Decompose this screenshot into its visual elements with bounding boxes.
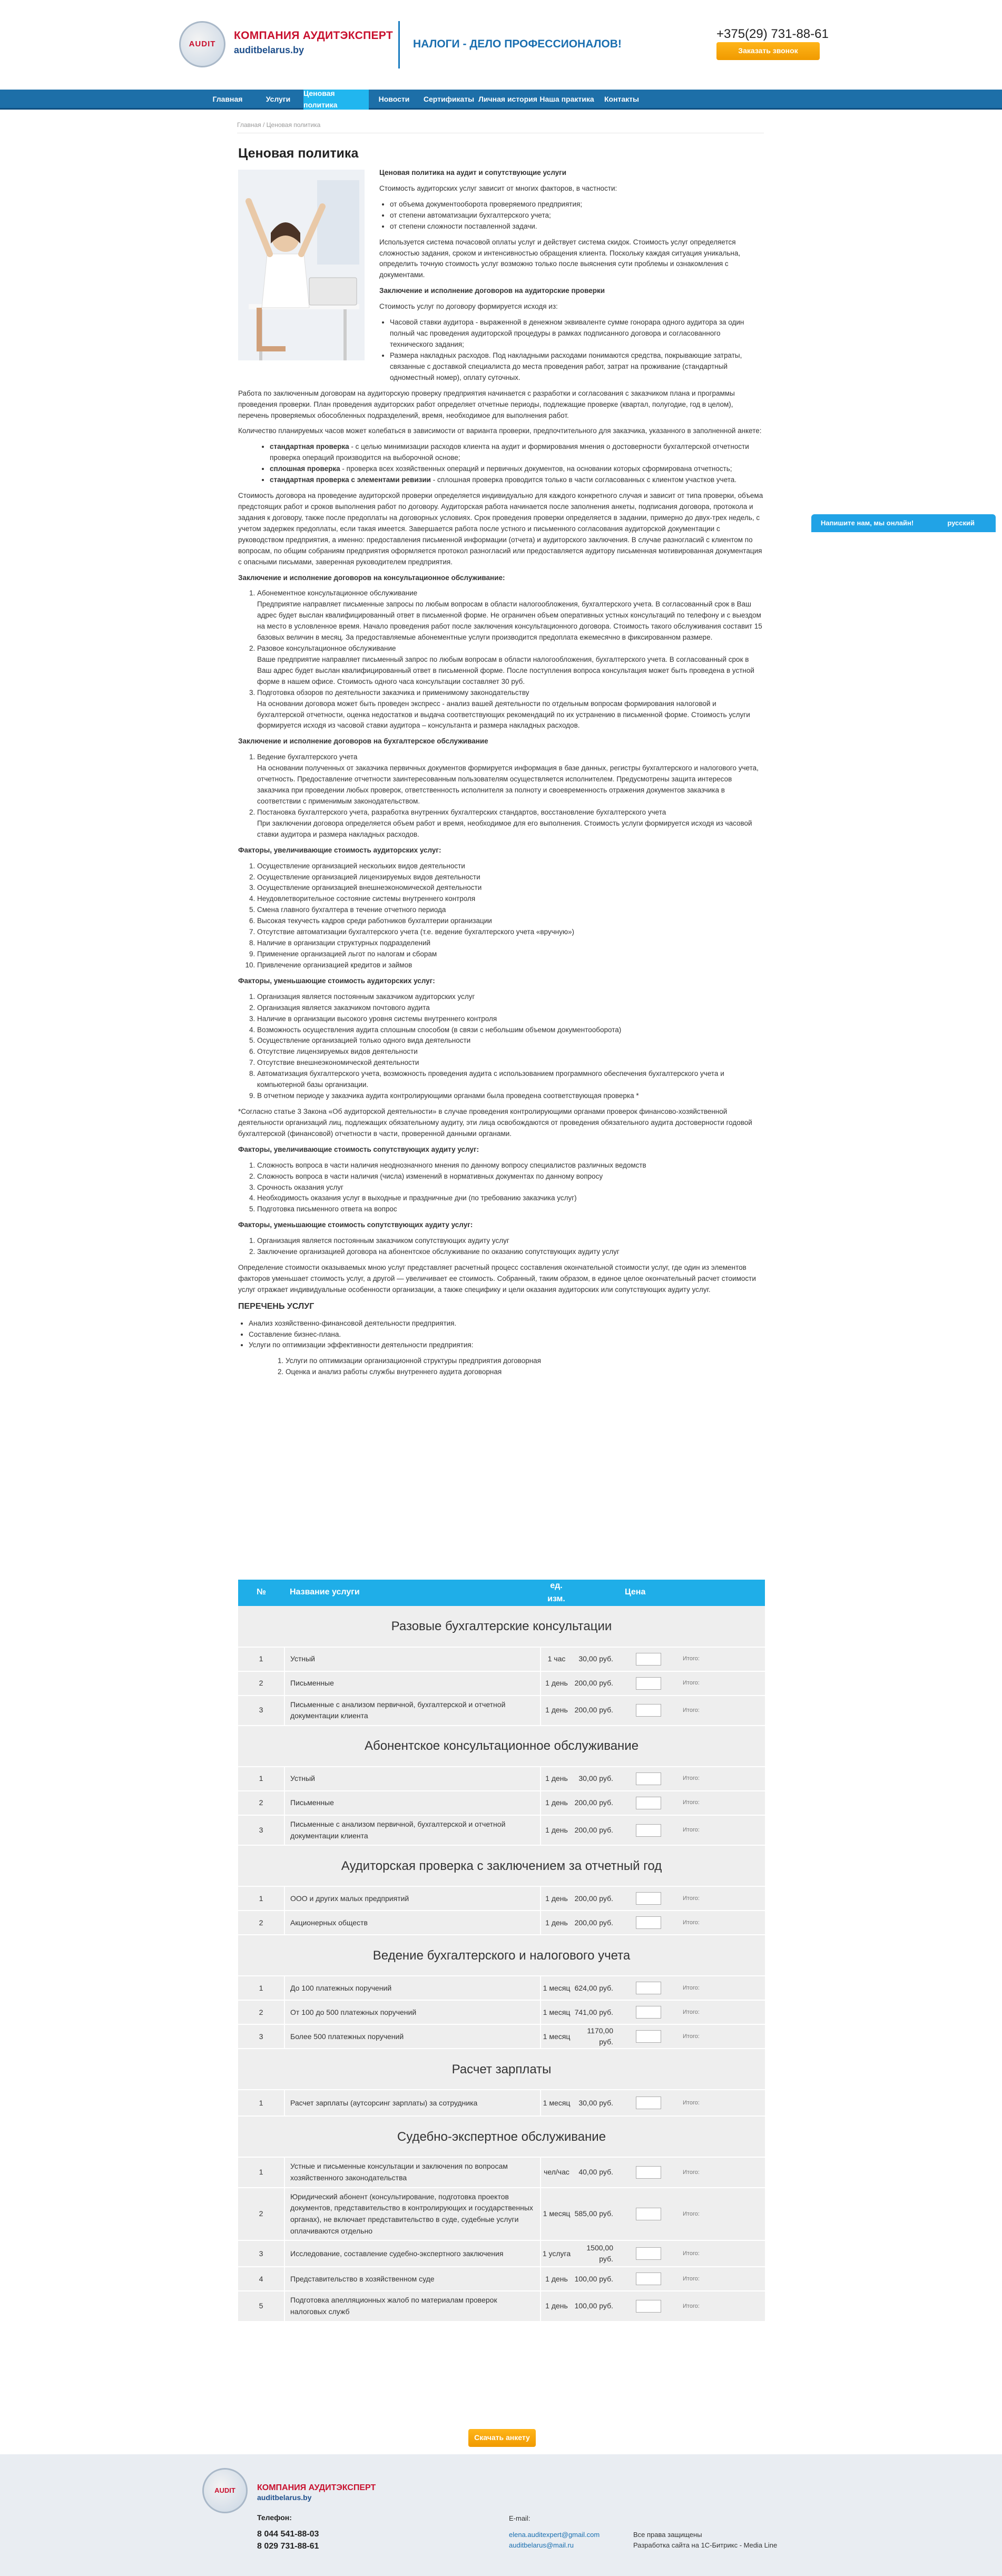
list-item: 1. Организация является постоянным заказчиком аудиторских услуг [257,992,765,1003]
nav-items [202,90,647,110]
item-title: 1. Абонементное консультационное обслуживание [257,589,418,598]
services-heading: ПЕРЕЧЕНЬ УСЛУГ [238,1301,315,1311]
service-price: 100,00 руб. [572,2267,620,2291]
quantity-cell [620,1911,677,1935]
list-item [257,752,765,807]
related-up-heading: Факторы, увеличивающие стоимость сопутствующих аудиту услуг: [238,1145,479,1153]
table-row [238,1671,765,1696]
slogan-divider [398,21,400,68]
list-item: 5. Осуществление организацией только одного вида деятельности [257,1035,765,1046]
service-name: Расчет зарплаты (аутсорсинг зарплаты) за сотрудника [284,2090,541,2116]
row-num: 5 [238,2291,284,2321]
quantity-input[interactable] [636,1704,661,1717]
service-price: 30,00 руб. [572,1647,620,1671]
list-item: • от объема документооборота проверяемого предприятия; [390,199,765,210]
variant-name: стандартная проверка с элементами ревизии [270,476,431,484]
item-desc: На основании договора может быть проведен экспресс - анализ вашей деятельности по отдельным вопросам формирования налоговой и бухгалтерской отчетности, оценка недостатков и выдача соответствующих рекомендаций по их устранению в письменной форме. Стоимость услуги формируется исходя из часовой ставки аудитора – консультанта и размера накладных расходов. [257,699,750,730]
quantity-input[interactable] [636,1653,661,1666]
list-item: 9. В отчетном периоде у заказчика аудита контролирующими органами была проведена соответствующая проверка * [257,1091,765,1102]
item-title: 1. Ведение бухгалтерского учета [257,753,358,761]
service-name: Устные и письменные консультации и заключения по вопросам хозяйственного законодательства [284,2157,541,2187]
footer-developer[interactable]: Разработка сайта на 1С-Битрикс - Media Line [633,2541,778,2549]
list-item [270,475,765,486]
list-item: • от степени сложности поставленной задачи. [390,221,765,232]
table-row [238,1791,765,1815]
list-item: 4. Возможность осуществления аудита сплошным способом (в связи с небольшим объемом документооборота) [257,1025,765,1036]
list-item: 2. Организация является заказчиком почтового аудита [257,1003,765,1014]
variant-desc: - проверка всех хозяйственных операций и первичных документов, на основании которых сформирована отчетность; [340,465,732,473]
service-price: 741,00 руб. [572,2000,620,2024]
footer-logo-text: AUDIT [214,2486,235,2494]
row-total-label: Итого: [677,2291,765,2321]
service-unit: 1 день [541,2291,572,2321]
table-row [238,1976,765,2000]
service-unit: 1 месяц [541,2000,572,2024]
col-price: Цена [572,1580,765,1606]
service-price: 200,00 руб. [572,1791,620,1815]
service-unit: 1 услуга [541,2240,572,2267]
price-group-row [238,1845,765,1886]
row-num: 2 [238,1791,284,1815]
price-group-row [238,1606,765,1647]
item-desc: При заключении договора определяется объем работ и время, необходимое для его выполнения. Стоимость услуги формируется исходя из часовой ставки аудитора и размера накладных расходов. [257,819,752,838]
price-group-row [238,1935,765,1976]
footer-email-label: E-mail: [509,2514,531,2522]
service-price: 624,00 руб. [572,1976,620,2000]
footer-phone-label: Телефон: [257,2513,292,2522]
factors-note: *Согласно статье 3 Закона «Об аудиторской деятельности» в случае проведения контролирующими органами проверок финансово-хозяйственной деятельности организаций лиц, подлежащих обязательному аудиту, эти лица освобождаются от проведения обязательного аудита достоверности годовой бухгалтерской (финансовой) отчетности в части, проверенной данными органами. [238,1107,752,1138]
price-group-title: Аудиторская проверка с заключением за отчетный год [238,1845,765,1886]
quantity-input[interactable] [636,1916,661,1929]
list-item: 2. Осуществление организацией лицензируемых видов деятельности [257,872,765,883]
row-num: 3 [238,1696,284,1726]
table-row [238,1886,765,1911]
row-num: 2 [238,2000,284,2024]
service-name: Письменные с анализом первичной, бухгалтерской и отчетной документации клиента [284,1815,541,1845]
footer-site[interactable]: auditbelarus.by [257,2493,312,2502]
service-unit: 1 час [541,1647,572,1671]
list-item [257,688,765,732]
list-item: • Составление бизнес-плана. [249,1329,765,1340]
row-num: 1 [238,2090,284,2116]
service-unit: 1 день [541,1911,572,1935]
related-down-heading: Факторы, уменьшающие стоимость сопутствующих аудиту услуг: [238,1221,473,1229]
final-text: Определение стоимости оказываемых мною услуг представляет расчетный процесс составления окончательной стоимости услуг, где один из элементов факторов уменьшает стоимость услуг, а другой — увеличивает ее стоимость. Собранный, таким образом, в единое целое окончательный расчет стоимости услуг отражает индивидуальные особенности организации, а также специфику и цели оказания аудиторских или сопутствующих аудиту услуг. [238,1263,756,1294]
footer-phone-1[interactable]: 8 044 541-88-03 [257,2530,319,2539]
article-body [238,168,765,1383]
table-row [238,1647,765,1671]
price-group-title: Разовые бухгалтерские консультации [238,1606,765,1647]
service-unit: чел/час [541,2157,572,2187]
services-sublist [286,1356,765,1378]
service-name: Подготовка апелляционных жалоб по материалам проверок налоговых служб [284,2291,541,2321]
service-name: Устный [284,1647,541,1671]
table-row [238,2000,765,2024]
chat-text: Напишите нам, мы онлайн! [821,518,914,527]
service-unit: 1 месяц [541,2024,572,2049]
service-price: 200,00 руб. [572,1671,620,1696]
service-name: До 100 платежных поручений [284,1976,541,2000]
service-name: Письменные [284,1791,541,1815]
service-unit: 1 день [541,1886,572,1911]
service-name: Более 500 платежных поручений [284,2024,541,2049]
quantity-input[interactable] [636,1772,661,1785]
quantity-cell [620,2024,677,2049]
list-item: 10. Привлечение организацией кредитов и займов [257,960,765,971]
row-total-label: Итого: [677,1911,765,1935]
table-row [238,1696,765,1726]
audit-hours-text: Количество планируемых часов может колебаться в зависимости от варианта проверки, предпочтительного для заказчика, указанного в заполненной анкете: [238,427,762,435]
row-num: 1 [238,1886,284,1911]
row-total-label: Итого: [677,2000,765,2024]
row-total-label: Итого: [677,1815,765,1845]
quantity-input[interactable] [636,2097,661,2109]
quantity-input[interactable] [636,2300,661,2313]
row-num: 2 [238,1671,284,1696]
intro-heading: Ценовая политика на аудит и сопутствующие услуги [379,169,567,177]
header-phone[interactable]: +375(29) 731-88-61 [716,27,829,41]
col-name: Название услуги [284,1580,541,1606]
quantity-cell [620,1647,677,1671]
row-num: 4 [238,2267,284,2291]
logo-badge-text: AUDIT [189,40,216,49]
list-item: 1. Услуги по оптимизации организационной структуры предприятия договорная [286,1356,765,1367]
list-item: 9. Применение организацией льгот по налогам и сборам [257,949,765,960]
factors-list [390,199,765,232]
price-group-title: Расчет зарплаты [238,2049,765,2090]
footer-phone-2[interactable]: 8 029 731-88-61 [257,2542,319,2551]
list-item: 1. Сложность вопроса в части наличия неоднозначного мнения по данному вопросу специалистов различных ведомств [257,1160,765,1171]
quantity-input[interactable] [636,2273,661,2285]
consult-heading: Заключение и исполнение договоров на консультационное обслуживание: [238,573,505,582]
variant-name: сплошная проверка [270,465,340,473]
price-group-row [238,2049,765,2090]
nav-item[interactable]: Главная [212,95,243,104]
quantity-cell [620,2157,677,2187]
audit-contract-text: Стоимость договора на проведение аудиторской проверки определяется индивидуально для каждого конкретного случая и зависит от типа проверки, объема предстоящих работ и сроков выполнения работ по договору. Аудиторская работа начинается после заполнения анкеты, подписания договора, протокола и задания к договору, также после предоплаты на договорных условиях. Срок проведения проверки определяется в задании, примерно до двух-трех недель, с учетом задержек предоплаты, если такая имеется. Завершается работа после устного и письменного согласования аудиторской документации с руководством предприятия, а именно: предоставления письменной информации (отчета) и аудиторского заключения. В случае разногласий с клиентом по вопросам, по общим собраниям предприятия оформляется протокол разногласий или предоставляется аудитору письменная мотивированная документация с опасными письмами, заверенная руководителем предприятия. [238,492,763,566]
row-total-label: Итого: [677,1671,765,1696]
quantity-cell [620,2291,677,2321]
list-item: 2. Сложность вопроса в части наличия (числа) изменений в нормативных документах по данному вопросу [257,1171,765,1182]
quantity-cell [620,1791,677,1815]
item-title: 3. Подготовка обзоров по деятельности заказчика и применимому законодательству [257,688,529,697]
list-item [270,442,765,464]
quantity-cell [620,1976,677,2000]
row-total-label: Итого: [677,1767,765,1791]
audit-cost-text: Стоимость услуг по договору формируется исходя из: [379,302,558,311]
nav-item[interactable]: Услуги [266,95,291,104]
main-nav [0,90,1002,110]
logo-emblem[interactable] [179,21,225,67]
services-list [249,1318,765,1351]
variant-name: стандартная проверка [270,443,349,451]
list-item: 5. Подготовка письменного ответа на вопрос [257,1204,765,1215]
service-name: Устный [284,1767,541,1791]
nav-item[interactable]: Личная история [478,95,537,104]
row-num: 1 [238,1976,284,2000]
quantity-input[interactable] [636,1892,661,1905]
list-item: 6. Отсутствие лицензируемых видов деятельности [257,1046,765,1057]
quantity-input[interactable] [636,1677,661,1690]
footer-email-1[interactable]: elena.auditexpert@gmail.com [509,2531,600,2539]
item-title: 2. Разовое консультационное обслуживание [257,644,396,653]
service-unit: 1 месяц [541,2090,572,2116]
callback-button[interactable]: Заказать звонок [716,42,820,60]
price-group-title: Судебно-экспертное обслуживание [238,2116,765,2157]
row-num: 3 [238,2024,284,2049]
service-unit: 1 день [541,1767,572,1791]
row-num: 3 [238,2240,284,2267]
service-price: 200,00 руб. [572,1815,620,1845]
row-total-label: Итого: [677,1791,765,1815]
list-item: 1. Осуществление организацией нескольких видов деятельности [257,861,765,872]
nav-item[interactable]: Контакты [604,95,639,104]
service-unit: 1 день [541,1671,572,1696]
service-name: Письменные с анализом первичной, бухгалтерской и отчетной документации клиента [284,1696,541,1726]
list-item: 3. Наличие в организации высокого уровня системы внутреннего контроля [257,1014,765,1025]
price-group-row [238,2116,765,2157]
service-name: От 100 до 500 платежных поручений [284,2000,541,2024]
service-unit: 1 день [541,1696,572,1726]
factors-up-heading: Факторы, увеличивающие стоимость аудиторских услуг: [238,846,441,854]
logo-title[interactable]: КОМПАНИЯ АУДИТЭКСПЕРТ [234,30,393,42]
row-num: 1 [238,1767,284,1791]
accounting-list [257,752,765,840]
table-row [238,1815,765,1845]
related-down-list [257,1236,765,1258]
row-num: 2 [238,1911,284,1935]
quantity-cell [620,2000,677,2024]
list-item: • Размера накладных расходов. Под накладными расходами понимаются средства, покрывающие затраты, связанные с доставкой специалиста до места проведения работ, затрат на проживание (стандартный одноместный номер), оплату суточных. [390,350,765,384]
service-price: 100,00 руб. [572,2291,620,2321]
row-num: 1 [238,2157,284,2187]
item-desc: Ваше предприятие направляет письменный запрос по любым вопросам в области налогообложения, бухгалтерского учета. В согласованный срок в Ваш адрес будет выслан квалифицированный ответ в письменной форме. После поступления вопроса консультация может быть проведена в устной форме в нашем офисе. Стоимость одного часа консультации составляет 30 руб. [257,655,754,685]
audit-variants-list [270,442,765,486]
service-price: 585,00 руб. [572,2188,620,2241]
intro-text-2: Используется система почасовой оплаты услуг и действует система скидок. Стоимость услуг определяется сложностью задания, сроком и интенсивностью обращения клиента. Поскольку каждая ситуация уникальна, определить точную стоимость услуг возможно только после выяснения сути проблемы и ознакомления с документами. [379,238,741,279]
consult-list [257,588,765,731]
row-total-label: Итого: [677,1647,765,1671]
list-item: • от степени автоматизации бухгалтерского учета; [390,210,765,221]
accounting-heading: Заключение и исполнение договоров на бухгалтерское обслуживание [238,737,488,746]
price-group-row [238,1726,765,1767]
row-total-label: Итого: [677,2090,765,2116]
nav-item[interactable]: Наша практика [539,95,594,104]
service-name: Юридический абонент (консультирование, подготовка проектов документов, представительство в контролирующих и государственных органах), не включает представительство в суде, судебные услуги оплачиваются отдельно [284,2188,541,2241]
quantity-input[interactable] [636,1982,661,1994]
footer-rights: Все права защищены [633,2531,702,2539]
quantity-input[interactable] [636,2006,661,2019]
list-item: 6. Высокая текучесть кадров среди работников бухгалтерии организации [257,916,765,927]
related-up-list [257,1160,765,1216]
slogan: НАЛОГИ - ДЕЛО ПРОФЕССИОНАЛОВ! [413,38,622,50]
list-item: 3. Осуществление организацией внешнеэкономической деятельности [257,883,765,894]
footer [0,2454,1002,2576]
row-total-label: Итого: [677,1886,765,1911]
col-unit: ед. изм. [541,1580,572,1606]
audit-contracts-heading: Заключение и исполнение договоров на аудиторские проверки [379,287,605,295]
quantity-input[interactable] [636,2030,661,2043]
service-price: 1170,00 руб. [572,2024,620,2049]
footer-logo[interactable] [202,2468,248,2513]
price-group-title: Абонентское консультационное обслуживание [238,1726,765,1767]
row-total-label: Итого: [677,2188,765,2241]
service-price: 200,00 руб. [572,1886,620,1911]
factors-up-list [257,861,765,971]
item-title: 2. Постановка бухгалтерского учета, разработка внутренних бухгалтерских стандартов, восстановление бухгалтерского учета [257,808,666,816]
table-row [238,2090,765,2116]
service-unit: 1 месяц [541,1976,572,2000]
list-item: 2. Оценка и анализ работы службы внутреннего аудита договорная [286,1367,765,1378]
download-form-button[interactable]: Скачать анкету [468,2429,536,2447]
row-total-label: Итого: [677,2157,765,2187]
site-header [0,0,1002,94]
quantity-cell [620,2267,677,2291]
service-name: Исследование, составление судебно-экспертного заключения [284,2240,541,2267]
list-item: 4. Необходимость оказания услуг в выходные и праздничные дни (по требованию заказчика услуг) [257,1193,765,1204]
table-row [238,2267,765,2291]
service-name: Письменные [284,1671,541,1696]
footer-title: КОМПАНИЯ АУДИТЭКСПЕРТ [257,2483,376,2492]
factors-down-list [257,992,765,1102]
service-price: 40,00 руб. [572,2157,620,2187]
breadcrumb[interactable]: Главная / Ценовая политика [237,121,321,129]
list-item: 3. Срочность оказания услуг [257,1182,765,1193]
service-name: Представительство в хозяйственном суде [284,2267,541,2291]
item-desc: Предприятие направляет письменные запросы по любым вопросам в области налогообложения, бухгалтерского учета. В согласованный срок в Ваш адрес будет выслан квалифицированный ответ в письменной форме. Не ограничен объем оперативных устных консультаций по телефону и с выездом на место в условленное время. Начало проведения работ после заключения консультационного договора. Стоимость такого обслуживания составит 15 базовых величин в месяц. За предоставляемые абонементные услуги производится предоплата ежемесячно в фиксированном размере. [257,600,762,642]
quantity-input[interactable] [636,2247,661,2260]
service-name: Акционерных обществ [284,1911,541,1935]
table-row [238,1767,765,1791]
cost-components-list [390,317,765,384]
list-item: 1. Организация является постоянным заказчиком сопутствующих аудиту услуг [257,1236,765,1247]
service-price: 30,00 руб. [572,2090,620,2116]
table-row [238,1911,765,1935]
list-item [270,464,765,475]
service-unit: 1 месяц [541,2188,572,2241]
list-item: 5. Смена главного бухгалтера в течение отчетного периода [257,905,765,916]
quantity-input[interactable] [636,2208,661,2220]
service-price: 30,00 руб. [572,1767,620,1791]
variant-desc: - с целью минимизации расходов клиента на аудит и формирования мнения о достоверности бухгалтерской отчетности проверка операций производится на выборочной основе; [270,443,749,462]
service-unit: 1 день [541,2267,572,2291]
list-item: 2. Заключение организацией договора на абонентское обслуживание по оказанию сопутствующих аудиту услуг [257,1247,765,1258]
service-name: ООО и других малых предприятий [284,1886,541,1911]
service-price: 1500,00 руб. [572,2240,620,2267]
table-row [238,2291,765,2321]
table-row [238,2157,765,2187]
page-title: Ценовая политика [238,146,359,161]
row-num: 1 [238,1647,284,1671]
quantity-input[interactable] [636,1824,661,1837]
list-item [257,807,765,840]
list-item: 7. Отсутствие внешнеэкономической деятельности [257,1057,765,1069]
logo-site[interactable]: auditbelarus.by [234,45,304,55]
online-chat-bar[interactable] [811,514,996,532]
row-num: 3 [238,1815,284,1845]
quantity-cell [620,1671,677,1696]
list-item: 8. Наличие в организации структурных подразделений [257,938,765,949]
price-body [238,1606,765,2322]
price-header-row [238,1580,765,1606]
quantity-cell [620,1886,677,1911]
chat-language[interactable]: русский [947,518,975,527]
table-row [238,2240,765,2267]
price-table [238,1580,765,2322]
service-unit: 1 день [541,1791,572,1815]
variant-desc: - сплошная проверка проводится только в части согласованных с клиентом участков учета. [430,476,737,484]
row-total-label: Итого: [677,2024,765,2049]
table-row [238,2188,765,2241]
quantity-cell [620,2188,677,2241]
service-price: 200,00 руб. [572,1911,620,1935]
row-total-label: Итого: [677,2267,765,2291]
list-item: • Услуги по оптимизации эффективности деятельности предприятия: [249,1340,765,1351]
quantity-input[interactable] [636,2166,661,2179]
quantity-input[interactable] [636,1797,661,1809]
row-total-label: Итого: [677,2240,765,2267]
quantity-cell [620,1815,677,1845]
list-item [257,643,765,688]
list-item [257,588,765,643]
row-num: 2 [238,2188,284,2241]
factors-down-heading: Факторы, уменьшающие стоимость аудиторских услуг: [238,976,435,985]
price-group-title: Ведение бухгалтерского и налогового учета [238,1935,765,1976]
audit-plan-text: Работа по заключенным договорам на аудиторскую проверку предприятия начинается с разработки и согласования с заказчиком плана и программы проведения проверки. План проведения аудиторских работ определяет отчетные периоды, подлежащие проверке (квартал, полугодие, год в целом), перечень проверяемых обособленных подразделений, время, необходимое для выполнения работ. [238,389,735,419]
nav-item[interactable]: Ценовая политика [303,90,369,110]
service-unit: 1 день [541,1815,572,1845]
quantity-cell [620,1767,677,1791]
nav-item[interactable]: Сертификаты [423,95,475,104]
table-row [238,2024,765,2049]
quantity-cell [620,2090,677,2116]
item-desc: На основании полученных от заказчика первичных документов формируется информация в базе данных, регистры бухгалтерского и налогового учета, отчетность. Предоставление отчетности заинтересованным пользователям осуществляется исполнителем. Предусмотрены защита интересов заказчика при проведении любых проверок, ответственность исполнителя за полноту и своевременность отражения документов заказчика в соответствии с применимым законодательством. [257,764,759,806]
list-item: • Часовой ставки аудитора - выраженной в денежном эквиваленте сумме гонорара одного аудитора за один полный час проведения аудиторской процедуры в рамках подписанного договора и согласованного технического задания; [390,317,765,350]
nav-item[interactable]: Новости [378,95,410,104]
col-num: № [238,1580,284,1606]
list-item: 4. Неудовлетворительное состояние системы внутреннего контроля [257,894,765,905]
intro-text: Стоимость аудиторских услуг зависит от многих факторов, в частности: [379,184,617,192]
row-total-label: Итого: [677,1696,765,1726]
list-item: 7. Отсутствие автоматизации бухгалтерского учета (т.е. ведение бухгалтерского учета «вручную») [257,927,765,938]
list-item: 8. Автоматизация бухгалтерского учета, возможность проведения аудита с использованием программного обеспечения бухгалтерского учета и компьютерной базы организации. [257,1069,765,1091]
service-price: 200,00 руб. [572,1696,620,1726]
row-total-label: Итого: [677,1976,765,2000]
footer-email-2[interactable]: auditbelarus@mail.ru [509,2541,574,2549]
quantity-cell [620,2240,677,2267]
list-item: • Анализ хозяйственно-финансовой деятельности предприятия. [249,1318,765,1329]
quantity-cell [620,1696,677,1726]
